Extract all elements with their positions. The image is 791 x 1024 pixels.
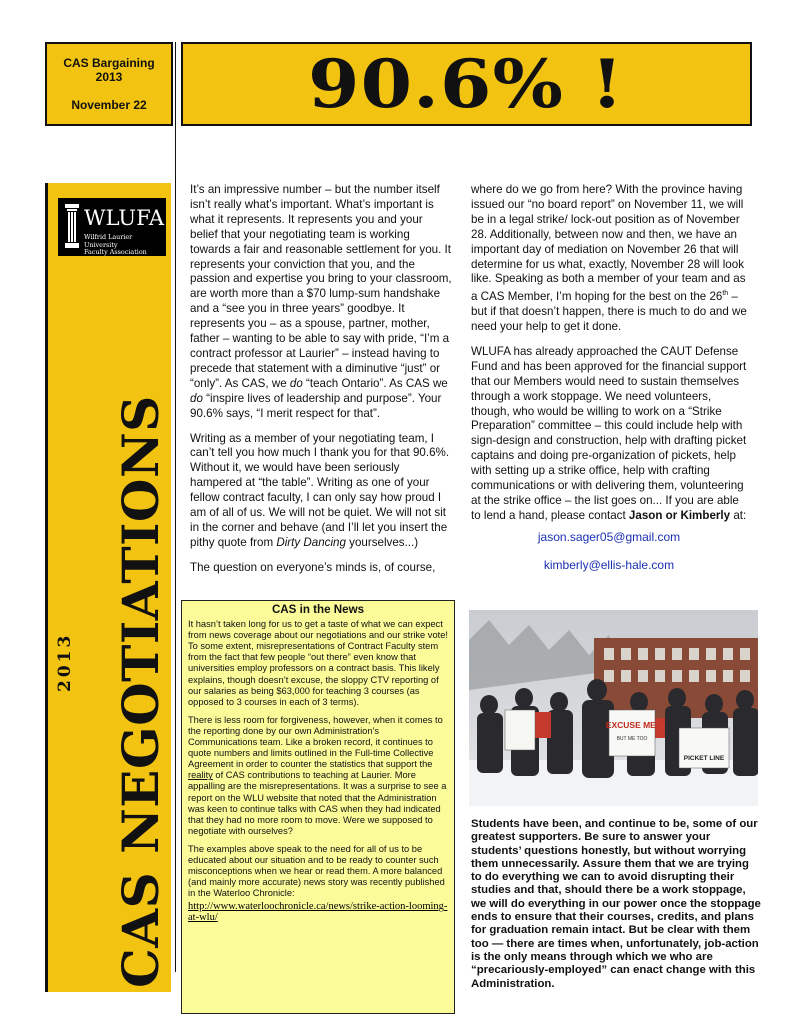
sign-but-me-too: BUT ME TOO [616,736,648,742]
article-paragraph: The question on everyone’s minds is, of course, [190,560,436,574]
sidebar-title: CAS NEGOTIATIONS [111,395,170,988]
sign-excuse-me: EXCUSE ME, [605,720,659,730]
wlufa-logo [58,198,166,256]
news-link[interactable]: http://www.waterloochronicle.ca/news/strike-action-looming-at-wlu/ [188,901,448,924]
text-run: There is less room for forgiveness, however, when it comes to the reporting done by our own Administration’s Communications team. Like a broken record, it continues to quote numbers and limits outlined in the Full-time Collective Agreement in order to counter the statistics that support the [188,714,443,770]
logo-wordmark: WLUFA [84,206,164,230]
news-paragraph [188,715,448,837]
protest-photo [469,610,758,806]
news-paragraph: It hasn’t taken long for us to get a taste of what we can expect from news coverage about our negotiations and our strike vote! To some extent, misrepresentations of Contract Faculty stem from the fact that few people “out there” even know that universities employ professors on a contract basis. This likely explains, though doesn’t excuse, the sloppy CTV reporting of our salaries as being $63,000 for teaching 3 courses (as opposed to 3 courses in each of 3 terms). [188,619,448,707]
text-run: at: [730,508,747,522]
text-run: Writing as a member of your negotiating team, I can’t tell you how much I thank you for that 90.6%. Without it, we would have been seriously hampered at “the table”. Writing as one of your fellow contract faculty, I can only say how proud I am of all of us. We will not be quiet. We will not sit in the corner and behave (and I’ll let you insert the pithy quote from [190,431,450,549]
film-title: Dirty Dancing [276,535,346,549]
article-column-left [190,183,452,586]
issue-title: CAS Bargaining [63,56,155,70]
article-paragraph [190,183,452,422]
text-run: It’s an impressive number – but the number itself isn’t really what’s important. What’s important is what it represents. It represents you and your belief that your negotiating team is working towards a fair and reasonable settlement for you. It represents your conviction that you, and the passion and expertise you bring to your classroom, are worth more than a $70 lump-sum handshake and a “see you in three years” goodbye. It represents you – as a spouse, partner, mother, father – wanting to be able to say with pride, “I’m a contract professor at Laurier” – instead having to precede that statement with a diminutive “just” or “only”. As CAS, we [190,183,452,390]
headline-box [181,42,752,126]
issue-info-box [45,42,173,126]
text-run: “inspire lives of leadership and purpose”. Your 90.6% says, “I merit respect for that”. [190,391,442,420]
sign-picket-line: PICKET LINE [683,755,725,762]
article-column-right [471,183,747,584]
emphasis: do [289,376,303,390]
text-run: WLUFA has already approached the CAUT Defense Fund and has been approved for the financial support that our Members would need to sustain themselves through a work stoppage. We need volunteers, though, who would be willing to work on a “Strike Preparation” committee – this could include help with sign-design and construction, help with drafting picket captains and doing pre-organization of pickets, help with setting up a strike office, help with crafting communications or with delivering them, volunteering at the strike office – the list goes on... If you are able to lend a hand, please contact [471,344,747,522]
text-run: yourselves...) [345,535,419,549]
text-run: “teach Ontario”. As CAS we [302,376,448,390]
emphasis: do [190,391,203,405]
sidebar-year: 2013 [55,632,75,692]
underlined-word: reality [188,770,213,781]
issue-date: November 22 [71,98,147,112]
text-run: where do we go from here? With the province having issued our “no board report” on November 11, we will be in a legal strike/ lock-out position as of November 28. Additionally, between now and then, we have an important day of mediation on November 26 that will determine for us what, exactly, November 28 will look like. Speaking as both a member of your team and as a CAS Member, I’m hoping for the best on the 26 [471,183,746,304]
column-divider [175,42,176,972]
contact-names: Jason or Kimberly [628,508,731,522]
logo-subtitle-line2: Faculty Association [84,248,147,256]
article-paragraph [190,432,452,551]
email-kimberly[interactable]: kimberly@ellis-hale.com [543,557,675,572]
logo-subtitle-line1: Wilfrid Laurier University [84,233,133,249]
protest-photo-image [469,610,758,806]
news-paragraph: The examples above speak to the need for all of us to be educated about our situation and to be ready to counter such misconceptions when we hear or read them. A more balanced (and mainly more accurate) news story was recently published in the Waterloo Chronicle: [188,843,445,899]
text-run: – but if that doesn’t happen, there is much to do and we need your help to get it done. [471,290,747,334]
news-box [181,600,455,1014]
students-paragraph: Students have been, and continue to be, some of our greatest supporters. Be sure to answer your students’ questions honestly, but without worrying them unnecessarily. Assure them that we are trying to do everything we can to avoid disrupting their studies and that, should there be a work stoppage, we will do everything in our power once the stoppage ends to ensure that their courses, credits, and plans for graduation remain intact. But be clear with them too — there are times when, unfortunately, job-action is the only means through which we who are “precariously-employed” can enact change with this Administration. [471,818,761,990]
logo-subtitle [84,234,166,257]
article-paragraph [471,183,747,335]
sidebar-edge [45,183,48,992]
article-paragraph [471,345,747,524]
news-heading: CAS in the News [271,603,365,616]
text-run: of CAS contributions to teaching at Laurier. More appalling are the misrepresentations. It was a surprise to see a report on the WLU website that noted that the Administration was keen to continue talks with CAS when they had indicated that they had no more room to move. Were we supposed to negotiate with ourselves? [188,770,447,836]
issue-year: 2013 [95,70,123,84]
ordinal-suffix: th [722,290,729,298]
headline: 90.6% ! [308,45,625,123]
pillar-icon [64,204,80,248]
email-jason[interactable]: jason.sager05@gmail.com [537,529,681,544]
